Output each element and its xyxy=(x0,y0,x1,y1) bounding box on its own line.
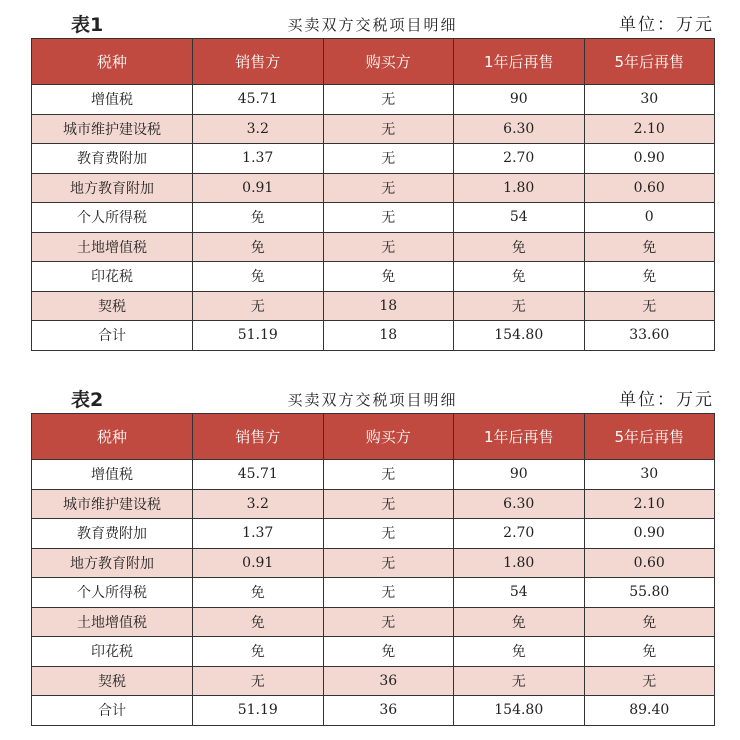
table-cell: 30 xyxy=(584,460,715,490)
table-cell: 免 xyxy=(193,262,324,292)
unit-label: 单位：万元 xyxy=(619,15,714,35)
table-row xyxy=(32,262,715,292)
table-row xyxy=(32,637,715,667)
table-row xyxy=(32,696,715,726)
table-cell: 89.40 xyxy=(584,696,715,726)
table-cell: 免 xyxy=(193,637,324,667)
table-cell: 无 xyxy=(193,666,324,696)
tax-table xyxy=(31,413,715,726)
column-header: 5年后再售 xyxy=(584,39,715,85)
table-cell: 0.90 xyxy=(584,519,715,549)
table-cell: 免 xyxy=(584,262,715,292)
tax-type-cell: 个人所得税 xyxy=(32,203,193,233)
table-row xyxy=(32,666,715,696)
table-title: 买卖双方交税项目明细 xyxy=(287,16,458,34)
table-row xyxy=(32,203,715,233)
table-cell: 免 xyxy=(454,262,585,292)
table-cell: 无 xyxy=(323,144,454,174)
table-label: 表1 xyxy=(71,14,104,36)
tax-type-cell: 增值税 xyxy=(32,460,193,490)
table-header-row xyxy=(32,414,715,460)
table-row xyxy=(32,460,715,490)
column-header: 购买方 xyxy=(323,39,454,85)
table-row xyxy=(32,489,715,519)
column-header: 购买方 xyxy=(323,414,454,460)
table-row xyxy=(32,578,715,608)
table-cell: 18 xyxy=(323,291,454,321)
table-cell: 1.37 xyxy=(193,144,324,174)
table-cell: 免 xyxy=(323,637,454,667)
table-cell: 90 xyxy=(454,460,585,490)
tax-type-cell: 契税 xyxy=(32,291,193,321)
table-row xyxy=(32,321,715,351)
table-cell: 0.60 xyxy=(584,548,715,578)
table-row xyxy=(32,519,715,549)
column-header: 税种 xyxy=(32,414,193,460)
tax-type-cell: 土地增值税 xyxy=(32,607,193,637)
table-cell: 36 xyxy=(323,666,454,696)
table-cell: 2.10 xyxy=(584,489,715,519)
table-cell: 无 xyxy=(323,607,454,637)
tax-table-block-2 xyxy=(31,383,714,726)
table-cell: 45.71 xyxy=(193,460,324,490)
table-cell: 无 xyxy=(323,460,454,490)
table-caption xyxy=(31,383,714,413)
table-cell: 154.80 xyxy=(454,321,585,351)
tax-type-cell: 增值税 xyxy=(32,85,193,115)
table-title: 买卖双方交税项目明细 xyxy=(287,391,458,409)
table-cell: 免 xyxy=(193,607,324,637)
table-header-row xyxy=(32,39,715,85)
column-header: 销售方 xyxy=(193,39,324,85)
table-cell: 0 xyxy=(584,203,715,233)
tax-type-cell: 个人所得税 xyxy=(32,578,193,608)
tax-type-cell: 教育费附加 xyxy=(32,519,193,549)
tax-type-cell: 土地增值税 xyxy=(32,232,193,262)
table-cell: 154.80 xyxy=(454,696,585,726)
table-cell: 3.2 xyxy=(193,489,324,519)
tax-type-cell: 合计 xyxy=(32,696,193,726)
table-cell: 无 xyxy=(454,291,585,321)
tax-type-cell: 地方教育附加 xyxy=(32,173,193,203)
table-cell: 33.60 xyxy=(584,321,715,351)
table-cell: 免 xyxy=(193,232,324,262)
table-row xyxy=(32,173,715,203)
table-cell: 免 xyxy=(323,262,454,292)
column-header: 1年后再售 xyxy=(454,39,585,85)
table-cell: 0.91 xyxy=(193,548,324,578)
tax-type-cell: 地方教育附加 xyxy=(32,548,193,578)
table-row xyxy=(32,114,715,144)
table-cell: 无 xyxy=(323,232,454,262)
table-cell: 无 xyxy=(323,489,454,519)
table-row xyxy=(32,85,715,115)
table-cell: 45.71 xyxy=(193,85,324,115)
table-cell: 无 xyxy=(323,85,454,115)
table-cell: 无 xyxy=(323,519,454,549)
table-cell: 无 xyxy=(193,291,324,321)
column-header: 1年后再售 xyxy=(454,414,585,460)
table-cell: 无 xyxy=(454,666,585,696)
table-cell: 免 xyxy=(584,607,715,637)
table-cell: 免 xyxy=(193,578,324,608)
table-cell: 免 xyxy=(584,637,715,667)
tax-type-cell: 合计 xyxy=(32,321,193,351)
table-cell: 免 xyxy=(584,232,715,262)
tax-type-cell: 印花税 xyxy=(32,637,193,667)
table-cell: 2.70 xyxy=(454,519,585,549)
table-cell: 51.19 xyxy=(193,696,324,726)
table-cell: 6.30 xyxy=(454,114,585,144)
table-caption xyxy=(31,8,714,38)
table-label: 表2 xyxy=(71,389,104,411)
table-cell: 无 xyxy=(323,548,454,578)
table-row xyxy=(32,144,715,174)
column-header: 5年后再售 xyxy=(584,414,715,460)
tax-type-cell: 城市维护建设税 xyxy=(32,489,193,519)
table-cell: 无 xyxy=(584,291,715,321)
table-cell: 1.80 xyxy=(454,548,585,578)
table-cell: 免 xyxy=(193,203,324,233)
table-cell: 2.70 xyxy=(454,144,585,174)
tax-type-cell: 城市维护建设税 xyxy=(32,114,193,144)
table-cell: 1.80 xyxy=(454,173,585,203)
table-cell: 30 xyxy=(584,85,715,115)
table-cell: 0.60 xyxy=(584,173,715,203)
tax-type-cell: 契税 xyxy=(32,666,193,696)
table-cell: 54 xyxy=(454,203,585,233)
table-cell: 无 xyxy=(323,578,454,608)
tax-type-cell: 印花税 xyxy=(32,262,193,292)
tax-type-cell: 教育费附加 xyxy=(32,144,193,174)
table-cell: 1.37 xyxy=(193,519,324,549)
column-header: 税种 xyxy=(32,39,193,85)
tax-table xyxy=(31,38,715,351)
table-cell: 54 xyxy=(454,578,585,608)
table-cell: 无 xyxy=(323,173,454,203)
table-row xyxy=(32,548,715,578)
table-row xyxy=(32,291,715,321)
table-cell: 免 xyxy=(454,607,585,637)
table-cell: 3.2 xyxy=(193,114,324,144)
table-cell: 无 xyxy=(323,203,454,233)
table-cell: 免 xyxy=(454,637,585,667)
table-cell: 51.19 xyxy=(193,321,324,351)
table-row xyxy=(32,607,715,637)
tax-table-block-1 xyxy=(31,8,714,351)
table-cell: 55.80 xyxy=(584,578,715,608)
table-row xyxy=(32,232,715,262)
table-cell: 无 xyxy=(584,666,715,696)
table-cell: 无 xyxy=(323,114,454,144)
table-cell: 0.90 xyxy=(584,144,715,174)
table-cell: 2.10 xyxy=(584,114,715,144)
table-cell: 6.30 xyxy=(454,489,585,519)
table-cell: 18 xyxy=(323,321,454,351)
column-header: 销售方 xyxy=(193,414,324,460)
unit-label: 单位：万元 xyxy=(619,390,714,410)
table-cell: 36 xyxy=(323,696,454,726)
table-cell: 免 xyxy=(454,232,585,262)
table-cell: 90 xyxy=(454,85,585,115)
table-cell: 0.91 xyxy=(193,173,324,203)
